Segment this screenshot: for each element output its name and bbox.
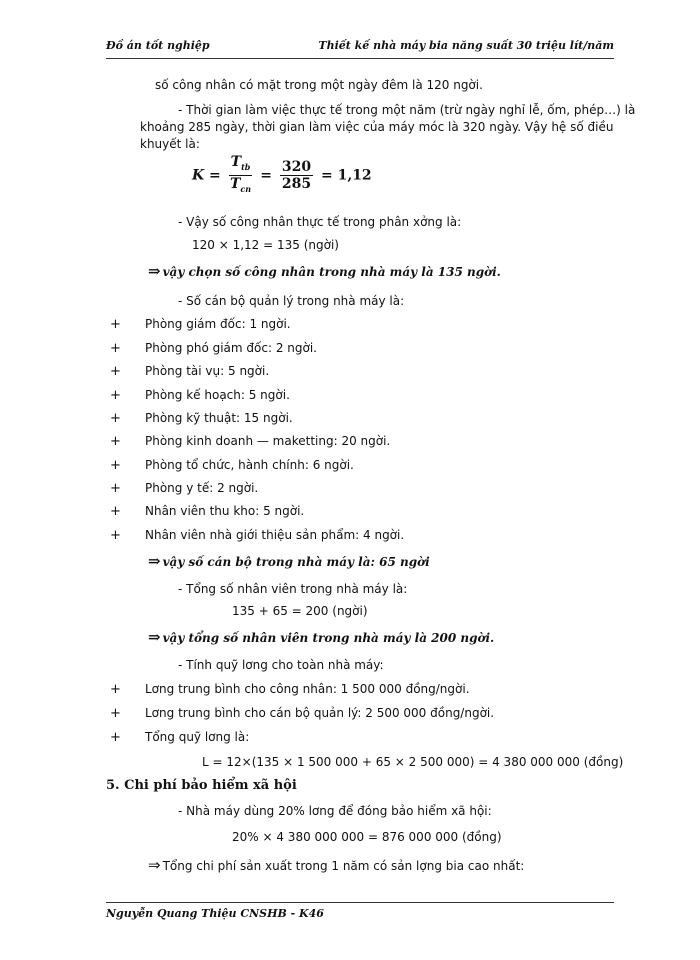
list-item: Lơng trung bình cho cán bộ quản lý: 2 500 000 đồng/ngời. (145, 706, 495, 720)
formula-den1: T (229, 175, 241, 192)
formula-fraction-numbers (280, 159, 313, 192)
bullet-plus-icon: + (110, 730, 121, 745)
formula-equals-2: = (260, 167, 272, 184)
formula-equals-1: = (209, 167, 221, 184)
formula-den1-sub: cn (240, 183, 252, 194)
section-heading-insurance: 5. Chi phí bảo hiểm xã hội (106, 778, 297, 793)
calc-total-staff: 135 + 65 = 200 (ngời) (232, 604, 368, 618)
bullet-plus-icon: + (110, 458, 121, 473)
bullet-plus-icon: + (110, 341, 121, 356)
bullet-plus-icon: + (110, 481, 121, 496)
paragraph-working-time-line3: khuyết là: (140, 137, 200, 151)
bullet-plus-icon: + (110, 388, 121, 403)
implies-arrow-icon: ⇒ (148, 628, 161, 646)
paragraph-working-time-line2: khoảng 285 ngày, thời gian làm việc của máy móc là 320 ngày. Vậy hệ số điều (140, 120, 614, 134)
list-item: Phòng tổ chức, hành chính: 6 ngời. (145, 458, 354, 472)
list-item: Phòng kỹ thuật: 15 ngời. (145, 411, 293, 425)
conclusion-workers (148, 262, 501, 280)
bullet-plus-icon: + (110, 528, 121, 543)
paragraph-worker-count: số công nhân có mặt trong một ngày đêm là 120 ngời. (155, 78, 483, 92)
formula-num2: 320 (281, 158, 312, 175)
list-item: Phòng y tế: 2 ngời. (145, 481, 259, 495)
paragraph-insurance: - Nhà máy dùng 20% lơng để đóng bảo hiểm xã hội: (178, 804, 492, 818)
conclusion-total-staff-text: vậy tổng số nhân viên trong nhà máy là 200 ngời. (162, 631, 495, 645)
conclusion-workers-text: vậy chọn số công nhân trong nhà máy là 135 ngời. (162, 265, 501, 279)
implies-arrow-icon: ⇒ (148, 856, 161, 874)
paragraph-total-cost (148, 856, 524, 874)
bullet-plus-icon: + (110, 706, 121, 721)
list-item: Lơng trung bình cho công nhân: 1 500 000 đồng/ngời. (145, 682, 470, 696)
header-right-title: Thiết kế nhà máy bia năng suất 30 triệu lít/năm (318, 39, 614, 52)
bullet-plus-icon: + (110, 364, 121, 379)
coefficient-formula (192, 154, 372, 194)
paragraph-total-cost-text: Tổng chi phí sản xuất trong 1 năm có sản lợng bia cao nhất: (162, 859, 525, 873)
list-item: Nhân viên nhà giới thiệu sản phẩm: 4 ngời. (145, 528, 405, 542)
formula-equals-3: = (320, 167, 333, 184)
list-item: Phòng tài vụ: 5 ngời. (145, 364, 270, 378)
paragraph-wage-fund: - Tính quỹ lơng cho toàn nhà máy: (178, 658, 384, 672)
paragraph-total-staff: - Tổng số nhân viên trong nhà máy là: (178, 582, 408, 596)
list-item: Tổng quỹ lơng là: (145, 730, 250, 744)
calc-actual-workers: 120 × 1,12 = 135 (ngời) (192, 238, 339, 252)
page-footer (106, 902, 614, 920)
header-left-title: Đồ án tốt nghiệp (106, 39, 210, 52)
formula-num1: T (230, 154, 242, 170)
list-item: Nhân viên thu kho: 5 ngời. (145, 504, 305, 518)
paragraph-managers: - Số cán bộ quản lý trong nhà máy là: (178, 294, 405, 308)
conclusion-total-staff (148, 628, 494, 646)
formula-den2: 285 (281, 175, 312, 192)
formula-lhs: K (192, 167, 205, 184)
paragraph-working-time-line1: - Thời gian làm việc thực tế trong một năm (trừ ngày nghỉ lễ, ốm, phép…) là (178, 103, 636, 117)
calc-wage-fund: L = 12×(135 × 1 500 000 + 65 × 2 500 000) = 4 380 000 000 (đồng) (202, 755, 624, 769)
implies-arrow-icon: ⇒ (148, 552, 161, 570)
formula-result: 1,12 (337, 167, 372, 184)
implies-arrow-icon: ⇒ (148, 262, 161, 280)
bullet-plus-icon: + (110, 504, 121, 519)
formula-fraction-t (229, 154, 253, 197)
bullet-plus-icon: + (110, 682, 121, 697)
formula-num1-sub: tb (241, 161, 251, 172)
list-item: Phòng kinh doanh — maketting: 20 ngời. (145, 434, 391, 448)
paragraph-actual-workers: - Vậy số công nhân thực tế trong phân xởng là: (178, 215, 462, 229)
page-header (106, 38, 614, 59)
bullet-plus-icon: + (110, 434, 121, 449)
calc-insurance: 20% × 4 380 000 000 = 876 000 000 (đồng) (232, 830, 502, 844)
list-item: Phòng giám đốc: 1 ngời. (145, 317, 291, 331)
conclusion-managers-text: vậy số cán bộ trong nhà máy là: 65 ngời (162, 555, 430, 569)
list-item: Phòng phó giám đốc: 2 ngời. (145, 341, 317, 355)
bullet-plus-icon: + (110, 317, 121, 332)
list-item: Phòng kế hoạch: 5 ngời. (145, 388, 290, 402)
conclusion-managers (148, 552, 430, 570)
footer-author: Nguyễn Quang Thiệu CNSHB - K46 (106, 907, 324, 920)
bullet-plus-icon: + (110, 411, 121, 426)
